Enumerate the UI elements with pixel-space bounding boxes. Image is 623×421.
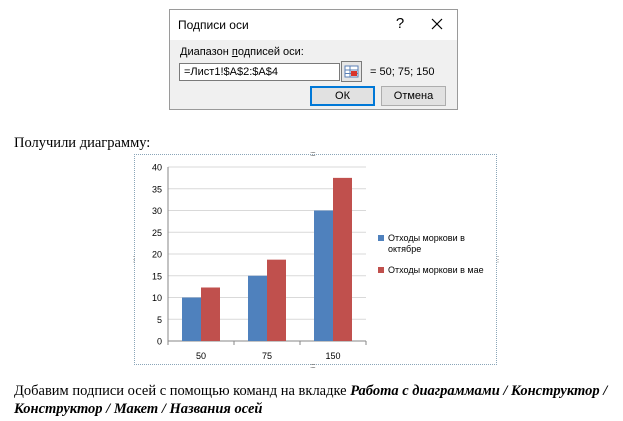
legend-label-series1: октябре bbox=[388, 244, 422, 254]
y-tick-label: 35 bbox=[151, 184, 162, 195]
selection-handle-left[interactable]: ⋮ bbox=[130, 255, 137, 264]
bar-series2-75 bbox=[267, 260, 286, 341]
close-icon[interactable] bbox=[428, 15, 446, 33]
help-icon[interactable]: ? bbox=[395, 15, 405, 32]
instructions-command-path: Работа с диаграммами / Конструктор / Конструктор / Макет / Названия осей bbox=[14, 383, 608, 417]
legend-label-series1: Отходы моркови в bbox=[388, 233, 465, 243]
y-tick-label: 0 bbox=[156, 336, 162, 347]
bar-series2-150 bbox=[333, 178, 352, 341]
legend-swatch-series1 bbox=[378, 235, 384, 241]
bar-series2-50 bbox=[201, 287, 220, 341]
paragraph-instructions bbox=[14, 382, 614, 418]
legend-swatch-series2 bbox=[378, 267, 384, 273]
collapse-dialog-button[interactable] bbox=[341, 61, 362, 82]
range-input[interactable] bbox=[179, 63, 340, 81]
dialog-title: Подписи оси bbox=[178, 18, 249, 32]
y-tick-label: 40 bbox=[151, 162, 162, 173]
x-tick-label: 150 bbox=[325, 351, 341, 361]
selection-handle-right[interactable]: ⋮ bbox=[494, 255, 501, 264]
selection-handle-top[interactable]: :::: bbox=[310, 149, 315, 158]
bar-series1-50 bbox=[182, 298, 201, 342]
y-tick-label: 15 bbox=[151, 271, 162, 282]
instructions-text: Добавим подписи осей с помощью команд на вкладке bbox=[14, 383, 351, 399]
range-select-icon bbox=[342, 62, 361, 81]
bar-chart bbox=[135, 155, 496, 364]
x-tick-label: 50 bbox=[195, 351, 207, 361]
range-label: Диапазон подписей оси: bbox=[180, 46, 304, 58]
chart-area[interactable] bbox=[134, 154, 497, 365]
y-tick-label: 10 bbox=[151, 293, 162, 303]
selection-handle-bottom[interactable]: :::: bbox=[310, 361, 315, 370]
axis-labels-dialog bbox=[169, 9, 458, 110]
y-tick-label: 20 bbox=[151, 249, 162, 260]
x-tick-label: 75 bbox=[261, 351, 273, 361]
y-tick-label: 30 bbox=[151, 206, 162, 216]
bar-series1-75 bbox=[248, 276, 267, 341]
cancel-button[interactable]: Отмена bbox=[381, 86, 446, 106]
paragraph-result: Получили диаграмму: bbox=[14, 135, 151, 151]
range-preview: = 50; 75; 150 bbox=[370, 66, 435, 78]
bar-series1-150 bbox=[314, 211, 333, 342]
y-tick-label: 25 bbox=[151, 227, 162, 238]
ok-button[interactable]: ОК bbox=[310, 86, 375, 106]
legend-label-series2: Отходы моркови в мае bbox=[388, 265, 484, 275]
y-tick-label: 5 bbox=[156, 314, 162, 325]
